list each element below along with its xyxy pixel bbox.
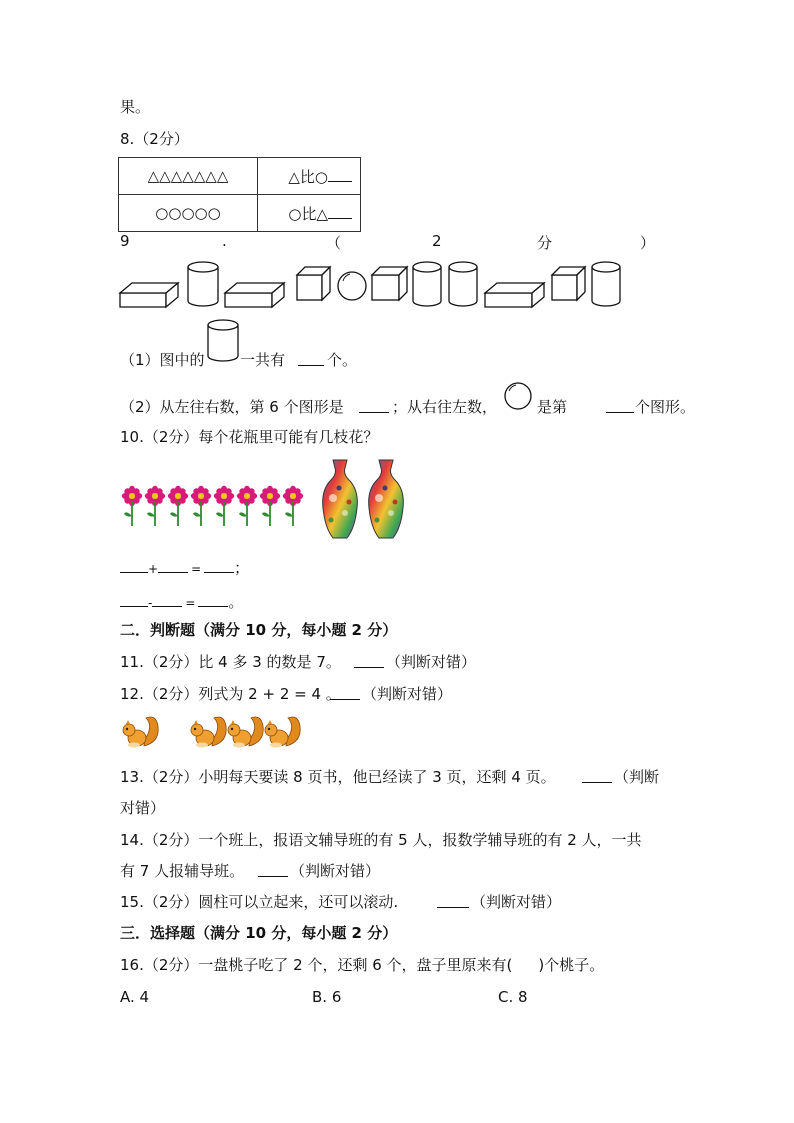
q9-part2-d: 个图形。 (635, 398, 696, 416)
q13-text: 13.（2分）小明每天要读 8 页书，他已经读了 3 页，还剩 4 页。 (120, 768, 556, 786)
q14-line1: 14.（2分）一个班上，报语文辅导班的有 5 人，报数学辅导班的有 2 人，一共 (120, 831, 642, 849)
cube-shape (297, 267, 330, 300)
q9-lparen: （ (326, 234, 342, 252)
q10-end-2: 。 (228, 593, 244, 611)
q10-sub-blank-1[interactable] (120, 592, 148, 607)
q16-text (120, 954, 604, 975)
q9-part1-prefix: （1）图中的 (120, 351, 205, 369)
q14-line2: 有 7 人报辅导班。 (120, 862, 245, 880)
q9-part2-a: （2）从左往右数，第 6 个图形是 (120, 398, 344, 416)
flower-icon (168, 486, 188, 526)
q13-tail: （判断 (614, 768, 660, 786)
q9-number: 9 (120, 232, 130, 250)
q11-text: 11.（2分）比 4 多 3 的数是 7。 (120, 653, 341, 671)
cube-shape (372, 267, 407, 300)
q13-answer-blank[interactable] (582, 768, 612, 783)
flower-icon (283, 486, 303, 526)
q8-row1-answer-blank[interactable] (328, 167, 352, 182)
q9-part2-b: ；从右往左数， (392, 398, 498, 416)
q10-add-blank-2[interactable] (158, 558, 188, 573)
q11-answer-blank[interactable] (354, 653, 384, 668)
sphere-icon (502, 380, 534, 412)
cube-shape (552, 267, 585, 300)
flower-icon (237, 486, 257, 526)
flower-icon (214, 486, 234, 526)
q8-row2-compare-text: ○比△ (288, 204, 328, 223)
q10-equation-sub (120, 591, 243, 612)
q9-shapes-figure (0, 255, 794, 315)
q16-option-a[interactable]: A. 4 (120, 988, 150, 1006)
section-3-heading: 三．选择题（满分 10 分，每小题 2 分） (120, 924, 398, 942)
q9-part1-answer-blank[interactable] (298, 351, 324, 366)
q8-row1-compare-text: △比○ (288, 167, 328, 186)
q15-answer-blank[interactable] (437, 893, 469, 908)
vases-figure (316, 458, 408, 542)
section-2-heading: 二．判断题（满分 10 分，每小题 2 分） (120, 621, 398, 639)
q15-text: 15.（2分）圆柱可以立起来，还可以滚动. (120, 893, 399, 911)
cylinder-shape (592, 262, 620, 306)
flower-icon (191, 486, 211, 526)
flowers-figure (122, 486, 314, 528)
squirrel-icon (228, 717, 263, 748)
q10-sub-blank-3[interactable] (198, 592, 228, 607)
q13-line2: 对错） (120, 799, 166, 817)
q8-table (118, 157, 361, 232)
flower-icon (260, 486, 280, 526)
q8-row2-answer-blank[interactable] (328, 204, 352, 219)
q9-part1-suffix: 一共有 (240, 351, 286, 369)
q9-part2-blank-1[interactable] (359, 398, 389, 413)
q10-end-1: ； (234, 559, 250, 577)
q8-row2-compare (258, 195, 361, 232)
q11-tail: （判断对错） (386, 653, 477, 671)
q8-header: 8.（2分） (120, 130, 189, 148)
q10-equation-add (120, 557, 249, 578)
q10-add-blank-3[interactable] (204, 558, 234, 573)
q10-plus-sign: + (148, 562, 159, 576)
vase-icon (369, 460, 404, 538)
squirrel-icon (265, 717, 300, 748)
q12-text: 12.（2分）列式为 2 + 2 = 4 。 (120, 685, 341, 703)
cylinder-icon (206, 318, 240, 364)
sphere-shape (338, 272, 366, 300)
q14-tail: （判断对错） (290, 862, 381, 880)
q9-dot: . (222, 232, 227, 250)
q8-row1-compare (258, 158, 361, 195)
flower-icon (122, 486, 142, 526)
cylinder-shape (188, 262, 218, 306)
q16-option-c[interactable]: C. 8 (498, 988, 528, 1006)
q9-part1-unit: 个。 (327, 351, 358, 369)
q10-equals-sign-2: = (185, 596, 196, 610)
squirrel-icon (123, 717, 158, 748)
q12-answer-blank[interactable] (330, 685, 360, 700)
cylinder-shape (413, 262, 441, 306)
q9-rparen: ） (640, 234, 656, 252)
q9-part2-blank-2[interactable] (606, 398, 634, 413)
cuboid-shape (485, 283, 544, 307)
cuboid-shape (225, 283, 284, 307)
squirrel-icon (191, 717, 226, 748)
q16-option-b[interactable]: B. 6 (312, 988, 342, 1006)
q10-minus-sign: - (148, 596, 153, 610)
q10-equals-sign: = (191, 562, 202, 576)
vase-icon (323, 460, 358, 538)
q10-header: 10.（2分）每个花瓶里可能有几枝花？ (120, 428, 379, 446)
q10-add-blank-1[interactable] (120, 558, 148, 573)
q9-score: 2 (432, 232, 442, 250)
q9-unit: 分 (537, 234, 553, 252)
q8-row2-shapes: ○○○○○ (119, 195, 258, 232)
q16-tail: )个桃子。 (538, 956, 605, 974)
squirrels-figure (120, 712, 310, 752)
flower-icon (145, 486, 165, 526)
q12-tail: （判断对错） (362, 685, 453, 703)
cuboid-shape (120, 283, 178, 307)
q7-tail: 果。 (120, 98, 151, 116)
q10-sub-blank-2[interactable] (152, 592, 182, 607)
q9-part2-c: 是第 (537, 398, 568, 416)
q16-stem: 16.（2分）一盘桃子吃了 2 个，还剩 6 个，盘子里原来有( (120, 956, 513, 974)
q15-tail: （判断对错） (471, 893, 562, 911)
cylinder-shape (449, 262, 477, 306)
q14-answer-blank[interactable] (258, 862, 288, 877)
q8-row1-shapes: △△△△△△△ (119, 158, 258, 195)
